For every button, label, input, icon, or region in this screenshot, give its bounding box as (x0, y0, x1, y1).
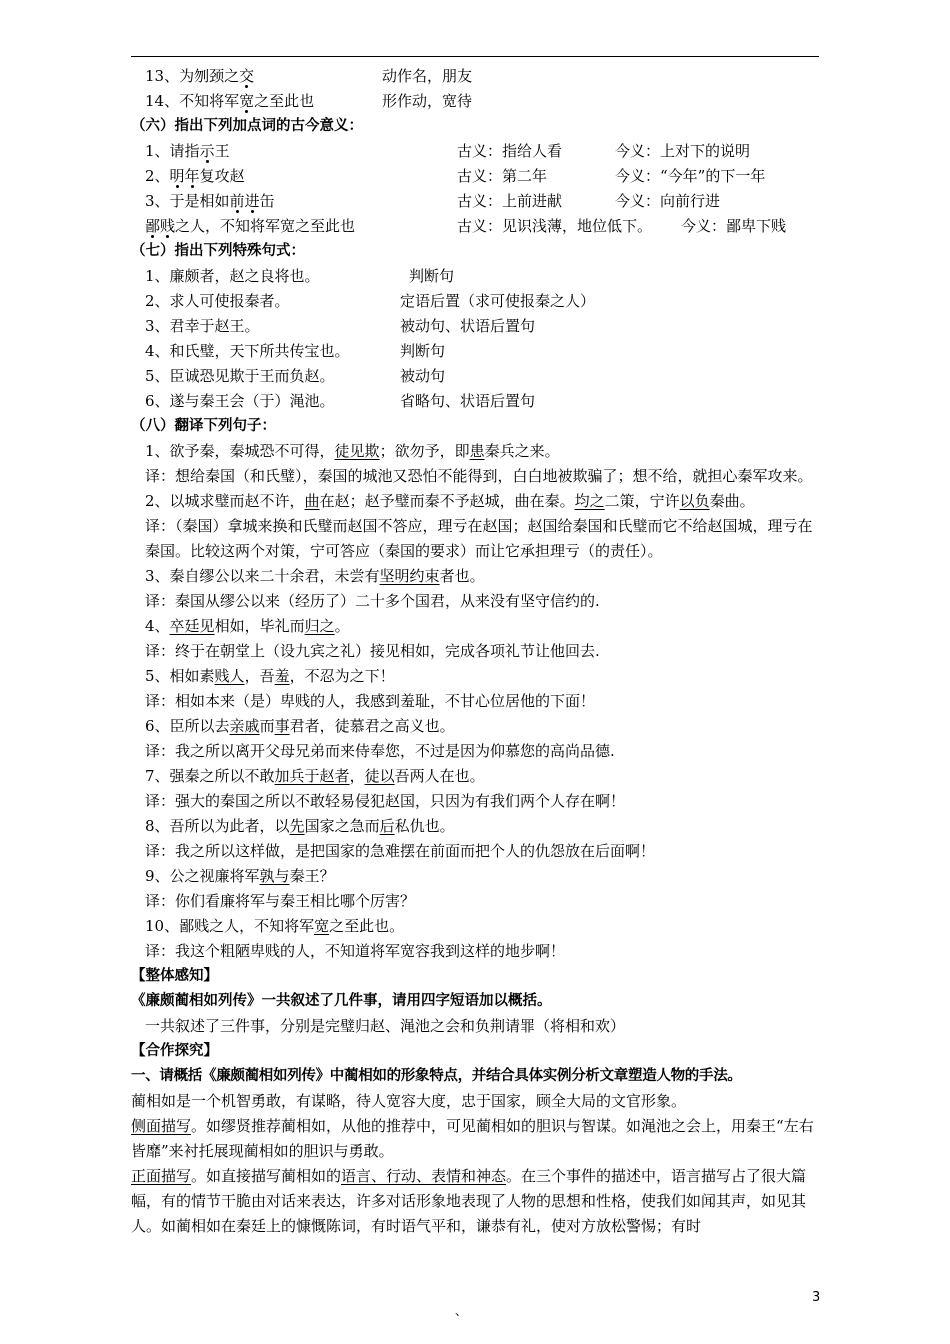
whole-answer: 一共叙述了三件事，分别是完璧归赵、渑池之会和负荆请罪（将相和欢） (145, 1017, 626, 1035)
s7-row (131, 389, 821, 414)
translation-text: 译：我之所以离开父母兄弟而来侍奉您，不过是因为仰慕您的高尚品德. (145, 742, 615, 760)
source-sentence: 7、强秦之所以不敢加兵于赵者，徒以吾两人在也。 (145, 767, 485, 785)
s6-sentence: 鄙贱之人，不知将军宽之至此也 (145, 217, 356, 235)
translation-text: 译：我这个粗陋卑贱的人，不知道将军宽容我到这样的地步啊！ (145, 942, 566, 960)
translation-text: 译：相如本来（是）卑贱的人，我感到羞耻，不甘心位居他的下面！ (145, 692, 596, 710)
page-number: 3 (812, 1290, 821, 1305)
translation-text: 译：强大的秦国之所以不敢轻易侵犯赵国，只因为有我们两个人存在啊！ (145, 792, 626, 810)
s6-new-meaning: 今义：向前行进 (615, 192, 721, 210)
document-body (131, 64, 821, 1239)
section-heading-7: （七）指出下列特殊句式： (131, 243, 305, 259)
s7-answer: 省略句、状语后置句 (400, 392, 536, 410)
s5-row (131, 64, 821, 89)
s5-answer: 形作动，宽待 (382, 92, 473, 110)
s7-row (131, 364, 821, 389)
translation-text: 译：秦国从缪公以来（经历了）二十多个国君，从来没有坚守信约的. (145, 592, 600, 610)
section-heading-6: （六）指出下列加点词的古今意义： (131, 118, 363, 134)
s6-old-meaning: 古义：上前进献 (457, 192, 563, 210)
translation-item (131, 714, 821, 764)
s7-answer: 判断句 (409, 267, 455, 285)
whole-question: 《廉颇蔺相如列传》一共叙述了几件事，请用四字短语加以概括。 (131, 993, 552, 1009)
s7-row (131, 339, 821, 364)
side-description-label: 侧面描写 (131, 1117, 192, 1135)
translation-text: 译：你们看廉将军与秦王相比哪个厉害？ (145, 892, 416, 910)
source-sentence: 10、鄙贱之人，不知将军宽之至此也。 (145, 917, 405, 935)
coop-question: 一、请概括《廉颇蔺相如列传》中蔺相如的形象特点，并结合具体实例分析文章塑造人物的手法。 (131, 1068, 742, 1084)
coop-paragraph: 正面描写。如直接描写蔺相如的语言、行动、表情和神态。在三个事件的描述中，语言描写占了很大篇幅，有的情节干脆由对话来表达，许多对话形象地表现了人物的思想和性格，使我们如闻其声，如见其人。如蔺相如在秦廷上的慷慨陈词，有时语气平和，谦恭有礼，使对方放松警惕；有时 (131, 1167, 807, 1235)
translation-text: 译：（秦国）拿城来换和氏璧而赵国不答应，理亏在赵国；赵国给秦国和氏璧而它不给赵国城，理亏在秦国。比较这两个对策，宁可答应（秦国的要求）而让它承担理亏（的责任）。 (145, 517, 813, 560)
s7-answer: 判断句 (400, 342, 446, 360)
source-sentence: 3、秦自缪公以来二十余君，未尝有坚明约束者也。 (145, 567, 485, 585)
front-description-label: 正面描写 (131, 1167, 192, 1185)
s6-row (131, 139, 821, 164)
source-sentence: 4、卒廷见相如，毕礼而归之。 (145, 617, 350, 635)
s7-row (131, 264, 821, 289)
s6-sentence: 1、请指示王 (145, 142, 230, 160)
s5-row (131, 89, 821, 114)
translation-text: 译：我之所以这样做，是把国家的急难摆在前面而把个人的仇怨放在后面啊！ (145, 842, 656, 860)
translation-item (131, 764, 821, 814)
translation-item (131, 439, 821, 489)
translation-item (131, 664, 821, 714)
section-heading-8: （八）翻译下列句子： (131, 418, 276, 434)
s6-old-meaning: 古义：指给人看 (457, 142, 563, 160)
translation-item (131, 914, 821, 964)
s5-sentence: 13、为刎颈之交 (145, 67, 255, 85)
s6-row (131, 164, 821, 189)
s7-row (131, 314, 821, 339)
coop-paragraph: 蔺相如是一个机智勇敢，有谋略，待人宽容大度，忠于国家，顾全大局的文官形象。 (131, 1092, 687, 1110)
source-sentence: 8、吾所以为此者，以先国家之急而后私仇也。 (145, 817, 455, 835)
s7-answer: 定语后置（求可使报秦之人） (400, 292, 596, 310)
translation-item (131, 814, 821, 864)
s6-old-meaning: 古义：第二年 (457, 167, 548, 185)
s7-row (131, 289, 821, 314)
s7-sentence: 4、和氏璧，天下所共传宝也。 (145, 342, 350, 360)
s7-answer: 被动句、状语后置句 (400, 317, 536, 335)
source-sentence: 5、相如素贱人，吾羞，不忍为之下！ (145, 667, 395, 685)
s5-answer: 动作名，朋友 (382, 67, 473, 85)
s6-sentence: 2、明年复攻赵 (145, 167, 245, 185)
s6-new-meaning: 今义：“今年”的下一年 (615, 167, 766, 185)
translation-item (131, 564, 821, 614)
s5-sentence: 14、不知将军宽之至此也 (145, 92, 315, 110)
source-sentence: 6、臣所以去亲戚而事君者，徒慕君之高义也。 (145, 717, 455, 735)
source-sentence: 9、公之视廉将军孰与秦王？ (145, 867, 335, 885)
s7-sentence: 2、求人可使报秦者。 (145, 292, 290, 310)
footer-mark: 、 (455, 1304, 468, 1318)
source-sentence: 1、欲予秦，秦城恐不可得，徒见欺；欲勿予，即患秦兵之来。 (145, 442, 560, 460)
section-heading-whole: 【整体感知】 (131, 968, 218, 984)
s6-row (131, 189, 821, 214)
section-heading-coop: 【合作探究】 (131, 1043, 218, 1059)
translation-item (131, 489, 821, 564)
source-sentence: 2、以城求璧而赵不许，曲在赵；赵予璧而秦不予赵城，曲在秦。均之二策，宁许以负秦曲。 (145, 492, 755, 510)
s6-new-meaning: 今义：鄙卑下贱 (681, 217, 787, 235)
s6-sentence: 3、于是相如前进缶 (145, 192, 275, 210)
translation-text: 译：想给秦国（和氏璧），秦国的城池又恐怕不能得到，白白地被欺骗了；想不给，就担心秦军攻来。 (145, 467, 813, 485)
s6-row (131, 214, 821, 239)
s7-sentence: 1、廉颇者，赵之良将也。 (145, 267, 320, 285)
translation-item (131, 864, 821, 914)
translation-text: 译：终于在朝堂上（设九宾之礼）接见相如，完成各项礼节让他回去. (145, 642, 600, 660)
s7-sentence: 5、臣诚恐见欺于王而负赵。 (145, 367, 335, 385)
header-rule (131, 56, 819, 57)
s6-new-meaning: 今义：上对下的说明 (615, 142, 751, 160)
s7-sentence: 3、君幸于赵王。 (145, 317, 260, 335)
translation-item (131, 614, 821, 664)
s7-answer: 被动句 (400, 367, 446, 385)
coop-paragraph: 侧面描写。如缪贤推荐蔺相如，从他的推荐中，可见蔺相如的胆识与智谋。如渑池之会上，用秦王“左右皆靡”来衬托展现蔺相如的胆识与勇敢。 (131, 1117, 814, 1160)
s6-old-meaning: 古义：见识浅薄，地位低下。 (457, 217, 653, 235)
s7-sentence: 6、遂与秦王会（于）渑池。 (145, 392, 335, 410)
